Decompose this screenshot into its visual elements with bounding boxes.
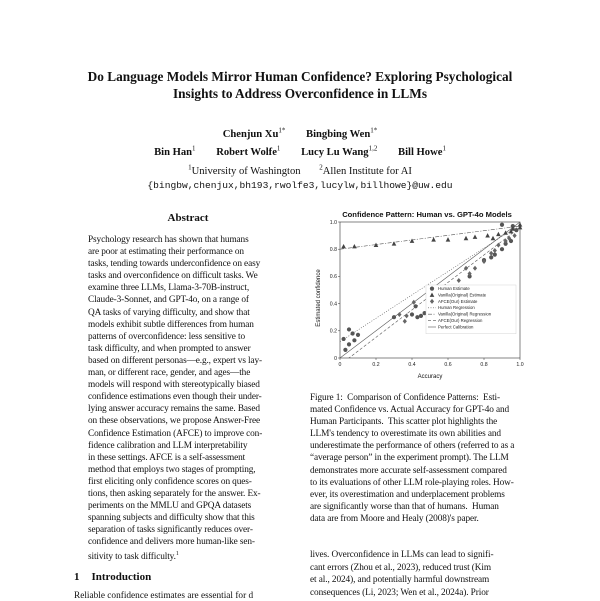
legend-label: Vanilla(Original) Regression — [438, 311, 492, 317]
affiliation: $^2$Allen Institute for AI — [319, 163, 412, 177]
data-point — [493, 253, 497, 257]
x-axis-label: Accuracy — [417, 374, 443, 380]
data-point — [342, 337, 346, 341]
data-point — [351, 331, 355, 335]
author: Chenjun $Xu^{1*}$ — [222, 126, 286, 140]
data-point — [489, 255, 493, 259]
data-point — [514, 228, 518, 232]
abstract-heading: Abstract — [167, 212, 209, 224]
legend-label: Human Estimate — [438, 286, 470, 291]
author-row-2 — [40, 142, 560, 161]
y-tick-label: 0 — [334, 355, 337, 362]
legend-label: AFCE(Our) Regression — [438, 318, 483, 323]
data-point — [500, 223, 504, 227]
data-point — [485, 233, 490, 237]
data-point — [503, 230, 508, 234]
data-point — [415, 315, 419, 319]
x-tick-label: 0.2 — [372, 362, 380, 368]
footnote-mark: 1 — [175, 551, 179, 558]
body-text-right: lives. Overconfidence in LLMs can lead to signifi- cant errors (Zhou et al., 2023), reduced trust (Kim et al., 2024), and potentially harmful downstream consequences (Li, 2023; Wen et al., 2024a). Prior — [310, 550, 494, 598]
data-point — [446, 237, 451, 241]
data-point — [403, 319, 407, 324]
y-tick-label: 0.8 — [329, 247, 337, 253]
x-tick-label: 0.6 — [444, 362, 452, 368]
data-point — [410, 239, 415, 243]
legend-label: AFCE(Our) Estimate — [438, 298, 478, 304]
data-point — [347, 342, 351, 346]
data-point — [392, 315, 396, 319]
data-point — [410, 312, 414, 316]
x-tick-label: 0.8 — [480, 362, 488, 368]
legend-label: Perfect Calibration — [438, 324, 474, 330]
author: Robert Wolfe$^1$ — [216, 144, 281, 159]
data-point — [489, 251, 493, 256]
data-point — [431, 237, 436, 241]
paper-title-line-2: Insights to Address Overconfidence in LLMs — [172, 86, 428, 101]
data-point — [405, 313, 409, 318]
scatter-plot — [310, 206, 532, 382]
y-tick-label: 0.6 — [329, 274, 337, 281]
paper-title-line-1: Do Language Models Mirror Human Confidence? Exploring Psychological — [87, 69, 513, 84]
y-axis-label: Estimated confidence — [316, 269, 322, 327]
data-point — [343, 348, 347, 352]
data-point — [496, 243, 500, 248]
abstract-text: Psychology research has shown that humans are poor at estimating their performance on tasks, tending towards underconfidence on easy tasks and overconfidence on difficult tasks. We examine three LLMs, Llama-3-70B-instruct, Claude-3-Sonnet, and GPT-4o, on a range of QA tasks of varying difficulty, and show that models exhibit subtle differences from human patterns of overconfidence: less sensitive to task difficulty, and when prompted to answer based on different personas—e.g., expert vs lay- man, or different race, gender, and ages—the models will respond with stereotypically biased confidence estimations even though their under- lying answer accuracy remains the same. Based on these observations, we propose Answer-Free Confidence Estimation (AFCE) to improve con- fidence calibration and LLM interpretability in these settings. AFCE is a self-assessment method that employs two stages of prompting, first eliciting only confidence scores on ques- tions, then asking separately for the answer. Ex- periments on the MMLU and GPQA datasets spanning subjects and difficulty show that this separation of tasks significantly reduces over- confidence and delivers more human-like sen- sitivity to task difficulty.$^1$ — [88, 235, 263, 563]
y-tick-label: 0.4 — [329, 301, 337, 308]
data-point — [491, 236, 496, 240]
data-point — [347, 327, 351, 331]
intro-first-line: Reliable confidence estimates are essential for d — [74, 591, 254, 601]
data-point — [513, 233, 517, 238]
section-number: 1 — [74, 571, 80, 583]
data-point — [496, 232, 501, 236]
section-heading-introduction — [74, 571, 151, 583]
abstract-section — [88, 212, 288, 564]
chart-legend — [426, 285, 516, 334]
affiliations — [40, 160, 560, 179]
affiliation: $^1$University of Washington — [188, 163, 301, 177]
data-point — [464, 236, 469, 240]
data-point — [500, 247, 504, 251]
author-block — [40, 123, 560, 193]
data-point — [493, 248, 497, 253]
section-title: Introduction — [91, 571, 152, 583]
data-point — [473, 234, 478, 238]
figure-caption: Figure 1: Comparison of Confidence Patterns: Esti- mated Confidence vs. Actual Accuracy for GPT-4o and Human Participants. This scatter plot highlights the LLM's tendency to overestimate its own abilities and underestimate the performance of others (referred to as a “average person” in the experiment prompt). The LLM demonstrates more accurate self-assessment compared to its evaluations of other LLM role-playing roles. How- ever, its overestimation and underplacement problems are significantly worse than that of humans. Human data are from Moore and Healy (2008)'s paper. — [310, 393, 515, 524]
figure-1-chart — [310, 206, 532, 382]
data-point — [419, 314, 423, 318]
x-tick-label: 1.0 — [516, 362, 524, 368]
y-tick-label: 1.0 — [329, 219, 337, 226]
data-point — [352, 244, 357, 248]
x-tick-label: 0.4 — [408, 362, 416, 368]
data-point — [352, 338, 356, 342]
data-point — [457, 278, 461, 283]
x-tick-label: 0 — [338, 362, 342, 368]
author-emails: {bingbw,chenjux,bh193,rwolfe3,lucylw,billhowe}@uw.edu — [147, 179, 453, 191]
data-point — [356, 333, 360, 337]
author: Lucy Lu Wang$^{1,2}$ — [301, 144, 378, 159]
author: Bingbing Wen$^{1*}$ — [306, 126, 378, 140]
author: Bin Han$^1$ — [154, 144, 196, 159]
legend-label: Human Regression — [438, 305, 475, 311]
y-tick-label: 0.2 — [329, 328, 337, 335]
chart-title: Confidence Pattern: Human vs. GPT-4o Models — [342, 210, 512, 219]
data-point — [341, 244, 346, 248]
data-point — [397, 312, 401, 317]
author: Bill Howe$^1$ — [398, 144, 446, 159]
data-point — [412, 300, 416, 305]
data-point — [473, 266, 477, 271]
paper-title — [40, 68, 560, 102]
author-row-1 — [40, 123, 560, 142]
legend-marker — [430, 287, 434, 291]
data-point — [414, 304, 418, 308]
legend-label: Vanilla(Original) Estimate — [438, 292, 487, 298]
